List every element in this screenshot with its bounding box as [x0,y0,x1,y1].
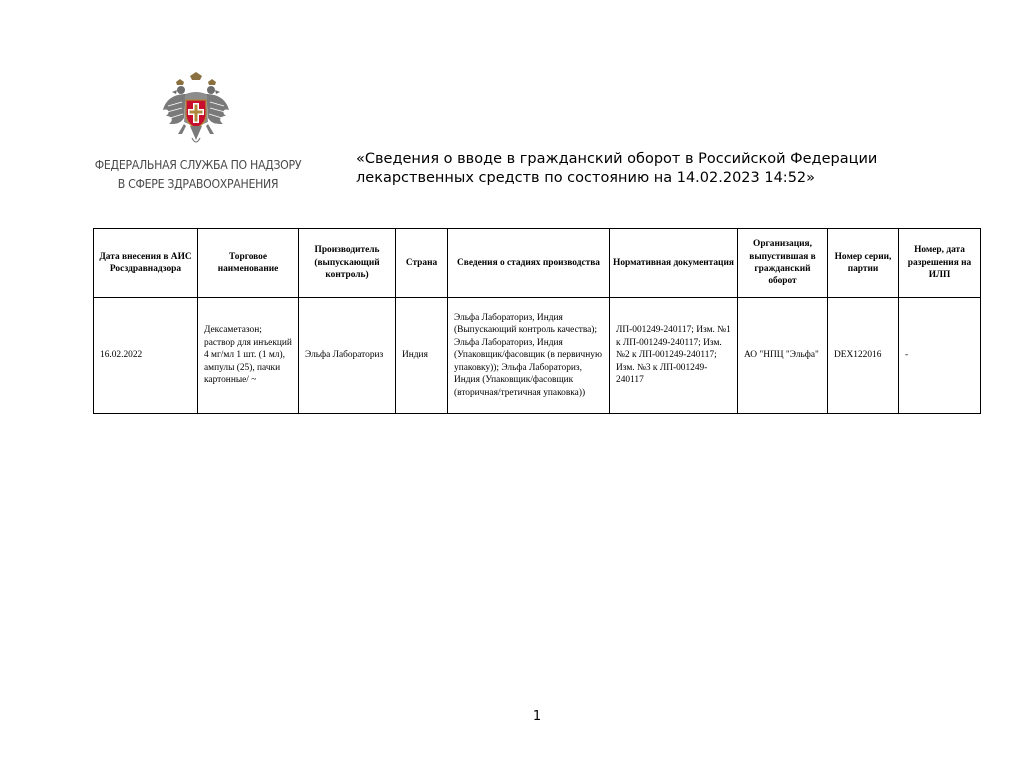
cell-manufacturer: Эльфа Лабораториз [299,298,396,414]
column-header-trade-name: Торговое наименование [198,229,299,298]
cell-trade-name: Дексаметазон; раствор для инъекций 4 мг/мл 1 шт. (1 мл), ампулы (25), пачки картонные/ ~ [198,298,299,414]
column-header-documentation: Нормативная документация [610,229,738,298]
column-header-batch-number: Номер серии, партии [828,229,899,298]
document-title-line-1: «Сведения о вводе в гражданский оборот в Российской Федерации [356,151,878,167]
table-row [94,298,981,414]
document-title [356,150,916,188]
column-header-production-stages: Сведения о стадиях производства [448,229,610,298]
organization-name-line-2: В СФЕРЕ ЗДРАВООХРАНЕНИЯ [117,177,279,191]
organization-name-line-1: ФЕДЕРАЛЬНАЯ СЛУЖБА ПО НАДЗОРУ [94,158,302,172]
page-number: 1 [532,709,542,724]
cell-production-stages: Эльфа Лабораториз, Индия (Выпускающий контроль качества); Эльфа Лабораториз, Индия (Упаковщик/фасовщик (в первичную упаковку)); Эльфа Лабораториз, Индия (Упаковщик/фасовщик (вторичная/третичная упаковка)) [448,298,610,414]
organization-name [88,156,308,194]
cell-ilp-permit: - [899,298,981,414]
table-header-row [94,229,981,298]
double-headed-eagle-emblem-icon [162,72,230,150]
cell-organization: АО "НПЦ "Эльфа" [738,298,828,414]
column-header-organization: Организация, выпустившая в гражданский оборот [738,229,828,298]
column-header-country: Страна [396,229,448,298]
column-header-ilp-permit: Номер, дата разрешения на ИЛП [899,229,981,298]
column-header-manufacturer: Производитель (выпускающий контроль) [299,229,396,298]
drug-circulation-table [93,228,981,414]
cell-documentation: ЛП-001249-240117; Изм. №1 к ЛП-001249-240117; Изм. №2 к ЛП-001249-240117; Изм. №3 к ЛП-001249-240117 [610,298,738,414]
cell-date: 16.02.2022 [94,298,198,414]
column-header-date: Дата внесения в АИС Росздравнадзора [94,229,198,298]
document-title-line-2: лекарственных средств по состоянию на 14.02.2023 14:52» [356,170,816,186]
cell-batch-number: DEX122016 [828,298,899,414]
cell-country: Индия [396,298,448,414]
roszdravnadzor-logo [88,72,308,194]
